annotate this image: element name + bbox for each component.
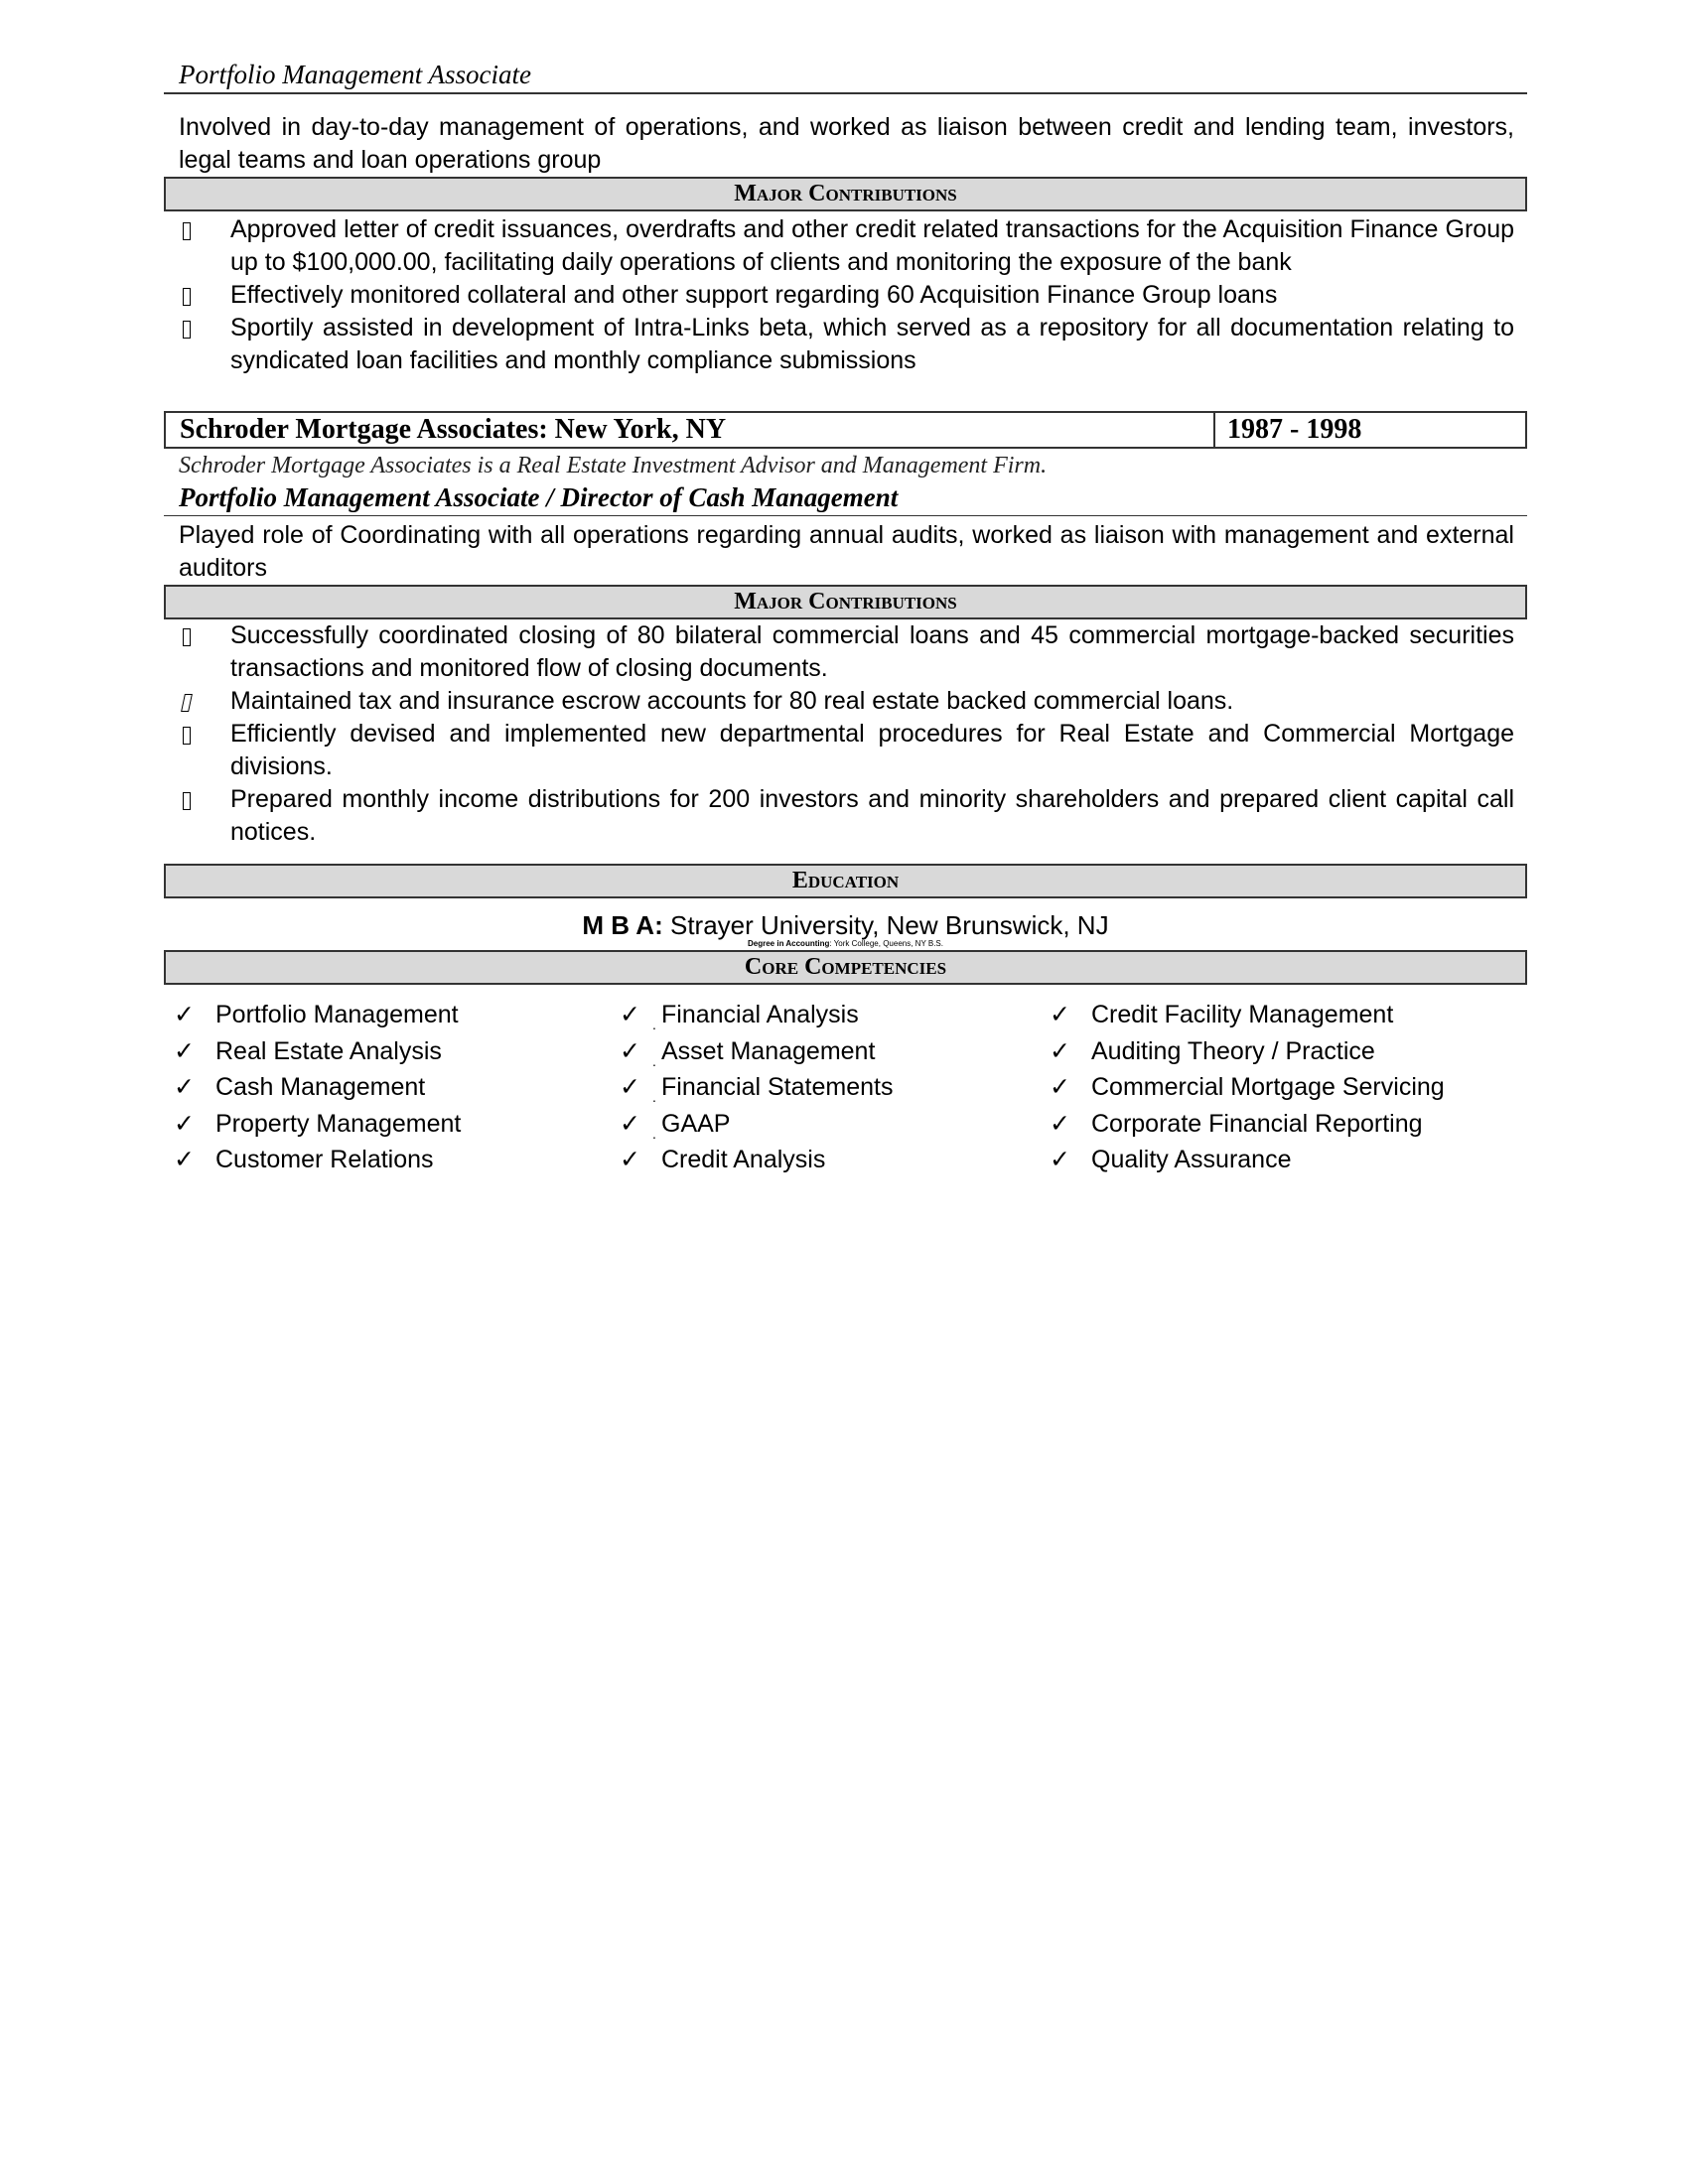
divider bbox=[164, 92, 1527, 94]
checkmark-icon: ✓ bbox=[1050, 1109, 1070, 1138]
checkmark-icon: ✓ bbox=[620, 1109, 640, 1138]
second-degree-label: Degree in Accounting bbox=[748, 939, 830, 948]
checkmark-icon: ✓ bbox=[1050, 1146, 1070, 1173]
list-item bbox=[179, 685, 1514, 718]
second-degree-line bbox=[164, 939, 1527, 948]
checkmark-icon: ✓ bbox=[1050, 1001, 1070, 1028]
checkmark-icon: ✓ bbox=[174, 1036, 195, 1065]
job-title: Portfolio Management Associate / Director of Cash Management bbox=[179, 482, 899, 512]
competency-label: Corporate Financial Reporting bbox=[1091, 1109, 1423, 1138]
list-item bbox=[179, 213, 1514, 279]
checkmark-icon: ✓ bbox=[174, 1109, 195, 1138]
bullet-icon bbox=[183, 321, 191, 339]
checkmark-icon: ✓ bbox=[1050, 1036, 1070, 1065]
company-name: Schroder Mortgage Associates: New York, NY bbox=[180, 414, 727, 445]
degree-school: Strayer University, New Brunswick, NJ bbox=[662, 910, 1109, 940]
competency-label: Financial Statements bbox=[661, 1073, 894, 1101]
checkmark-icon: ✓ bbox=[174, 1146, 195, 1173]
bullet-text: Prepared monthly income distributions for 200 investors and minority shareholders and prepared client capital call notices. bbox=[230, 785, 1514, 846]
contributions-list bbox=[179, 213, 1514, 377]
job-summary: Played role of Coordinating with all operations regarding annual audits, worked as liaison with management and external auditors bbox=[179, 521, 1514, 582]
bullet-icon bbox=[183, 727, 191, 745]
divider bbox=[164, 515, 1527, 516]
company-header bbox=[164, 411, 1527, 449]
competency-label: Portfolio Management bbox=[215, 1001, 459, 1028]
competency-label: Auditing Theory / Practice bbox=[1091, 1036, 1375, 1065]
competency-label: Property Management bbox=[215, 1109, 462, 1138]
bullet-text: Maintained tax and insurance escrow accounts for 80 real estate backed commercial loans. bbox=[230, 687, 1234, 715]
section-header-education: Education bbox=[164, 864, 1527, 898]
checkmark-icon: ✓ bbox=[174, 1073, 195, 1101]
bullet-icon bbox=[181, 694, 193, 712]
bullet-text: Approved letter of credit issuances, overdrafts and other credit related transactions for the Acquisition Finance Group up to $100,000.00, facilitating daily operations of clients and monitoring the exposure of the bank bbox=[230, 215, 1514, 276]
company-description: Schroder Mortgage Associates is a Real Estate Investment Advisor and Management Firm. bbox=[179, 453, 1048, 478]
competency-label: Cash Management bbox=[215, 1073, 426, 1101]
degree-label: M B A: bbox=[582, 910, 663, 940]
section-header-competencies: Core Competencies bbox=[164, 950, 1527, 985]
degree-line bbox=[164, 910, 1527, 941]
list-item bbox=[179, 279, 1514, 312]
competency-label: GAAP bbox=[661, 1109, 731, 1138]
dot-mark-icon: . bbox=[652, 1052, 656, 1069]
checkmark-icon: ✓ bbox=[620, 1146, 640, 1173]
second-degree-school: : York College, Queens, NY B.S. bbox=[829, 939, 943, 948]
competency-label: Commercial Mortgage Servicing bbox=[1091, 1073, 1445, 1101]
checkmark-icon: ✓ bbox=[620, 1001, 640, 1028]
dot-mark-icon: . bbox=[652, 1125, 656, 1142]
contributions-list bbox=[179, 619, 1514, 849]
list-item bbox=[179, 312, 1514, 377]
dot-mark-icon: . bbox=[652, 1017, 656, 1032]
list-item bbox=[179, 718, 1514, 783]
competency-label: Customer Relations bbox=[215, 1146, 434, 1173]
bullet-icon bbox=[183, 792, 191, 810]
dot-mark-icon: . bbox=[652, 1089, 656, 1105]
competency-label: Credit Analysis bbox=[661, 1146, 826, 1173]
competency-label: Credit Facility Management bbox=[1091, 1001, 1394, 1028]
bullet-icon bbox=[183, 222, 191, 240]
competency-label: Financial Analysis bbox=[661, 1001, 859, 1028]
bullet-icon bbox=[183, 628, 191, 646]
bullet-text: Sportily assisted in development of Intra-Links beta, which served as a repository for all documentation relating to syndicated loan facilities and monthly compliance submissions bbox=[230, 314, 1514, 374]
job-summary: Involved in day-to-day management of operations, and worked as liaison between credit and lending team, investors, legal teams and loan operations group bbox=[179, 113, 1514, 174]
section-header-contributions: Major Contributions bbox=[164, 585, 1527, 619]
job-title: Portfolio Management Associate bbox=[179, 60, 531, 89]
competency-label: Quality Assurance bbox=[1091, 1146, 1292, 1173]
section-header-contributions: Major Contributions bbox=[164, 177, 1527, 211]
checkmark-icon: ✓ bbox=[1050, 1073, 1070, 1101]
bullet-text: Successfully coordinated closing of 80 bilateral commercial loans and 45 commercial mortgage-backed securities transactions and monitored flow of closing documents. bbox=[230, 621, 1514, 682]
bullet-text: Efficiently devised and implemented new departmental procedures for Real Estate and Commercial Mortgage divisions. bbox=[230, 720, 1514, 780]
employment-years: 1987 - 1998 bbox=[1213, 413, 1361, 447]
list-item bbox=[179, 783, 1514, 849]
bullet-text: Effectively monitored collateral and other support regarding 60 Acquisition Finance Group loans bbox=[230, 281, 1278, 309]
competency-label: Asset Management bbox=[661, 1036, 876, 1065]
list-item bbox=[179, 619, 1514, 685]
checkmark-icon: ✓ bbox=[174, 1001, 195, 1028]
competency-label: Real Estate Analysis bbox=[215, 1036, 442, 1065]
checkmark-icon: ✓ bbox=[620, 1073, 640, 1101]
checkmark-icon: ✓ bbox=[620, 1036, 640, 1065]
bullet-icon bbox=[183, 288, 191, 306]
